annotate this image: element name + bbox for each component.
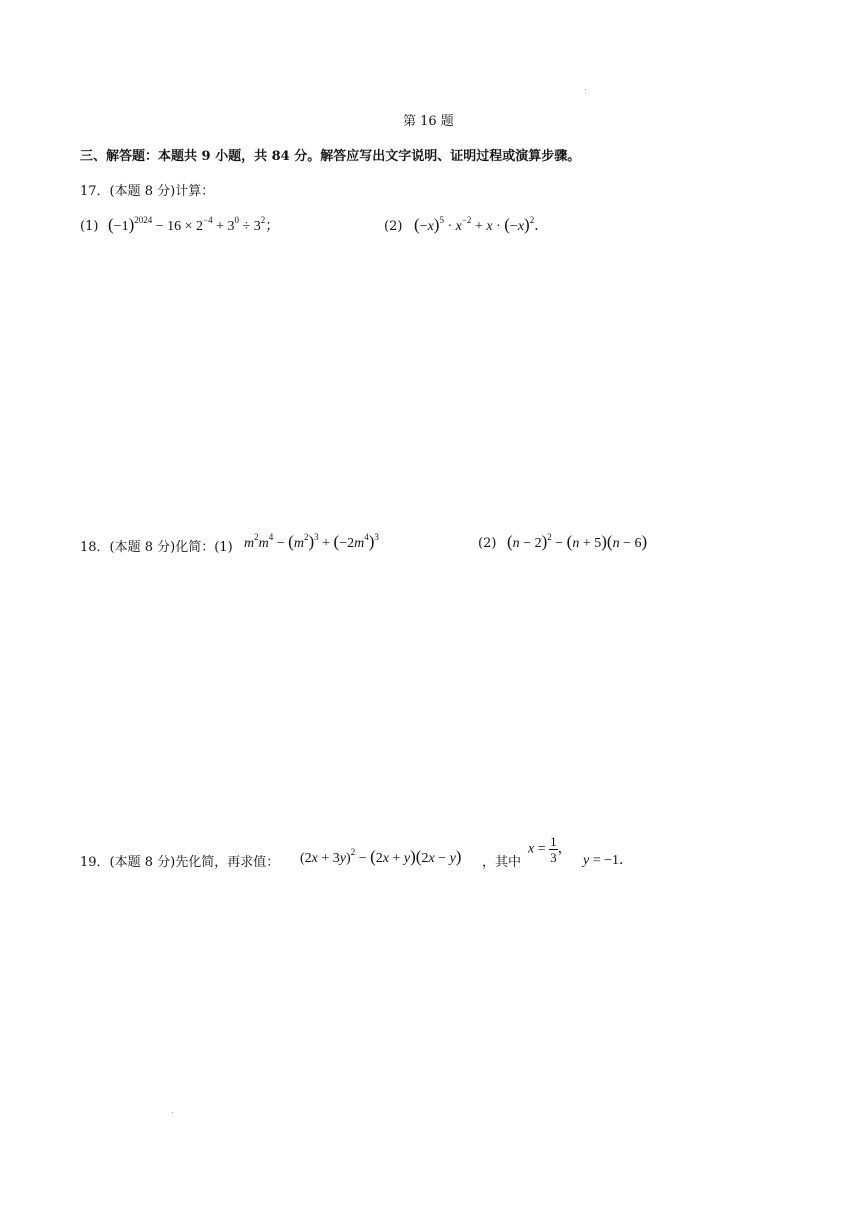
q19-middle-text: ，其中 bbox=[482, 855, 522, 870]
section-heading: 三、解答题：本题共 9 小题，共 84 分。解答应写出文字说明、证明过程或演算步骤。 bbox=[80, 149, 581, 164]
q18-prefix: 18．(本题 8 分)化简：(1) bbox=[80, 540, 233, 555]
q19-condition-y: y = −1． bbox=[583, 853, 634, 868]
fraction-numerator: 1 bbox=[550, 834, 557, 849]
fraction-denominator: 3 bbox=[550, 850, 557, 865]
figure-caption: 第 16 题 bbox=[403, 114, 454, 129]
q17-part2-expression: $(-x)^5 \cdot x^{-2} + x \cdot (-x)^2$． bbox=[414, 215, 549, 234]
scan-dot-bottom bbox=[172, 1112, 173, 1113]
q19-condition-x: x = $\frac{1}{3}$ ， bbox=[528, 834, 572, 865]
q17-part2-label: (2) bbox=[384, 219, 403, 234]
q19-prefix: 19．(本题 8 分)先化简，再求值： bbox=[80, 855, 280, 870]
q18-part2-expression: $(n - 2)^2 - (n + 5)(n - 6)$ bbox=[507, 532, 648, 551]
fraction-one-third bbox=[549, 834, 558, 865]
scan-dot-top bbox=[585, 89, 586, 90]
q18-part1-expression: $m^2m^4 - (m^2)^3 + (-2m^4)^3$ bbox=[244, 532, 379, 551]
q18-part2-label: (2) bbox=[478, 536, 497, 551]
q17-part1-label: (1) bbox=[80, 219, 99, 234]
q19-expression: $(2x + 3y)^2 - (2x + y)(2x - y)$ bbox=[300, 847, 462, 866]
q17-part1-expression: $(-1)^{2024} - 16 \times 2^{-4} + 3^0 \div 3^2$； bbox=[108, 215, 280, 234]
q17-prefix: 17．(本题 8 分)计算： bbox=[80, 184, 215, 199]
